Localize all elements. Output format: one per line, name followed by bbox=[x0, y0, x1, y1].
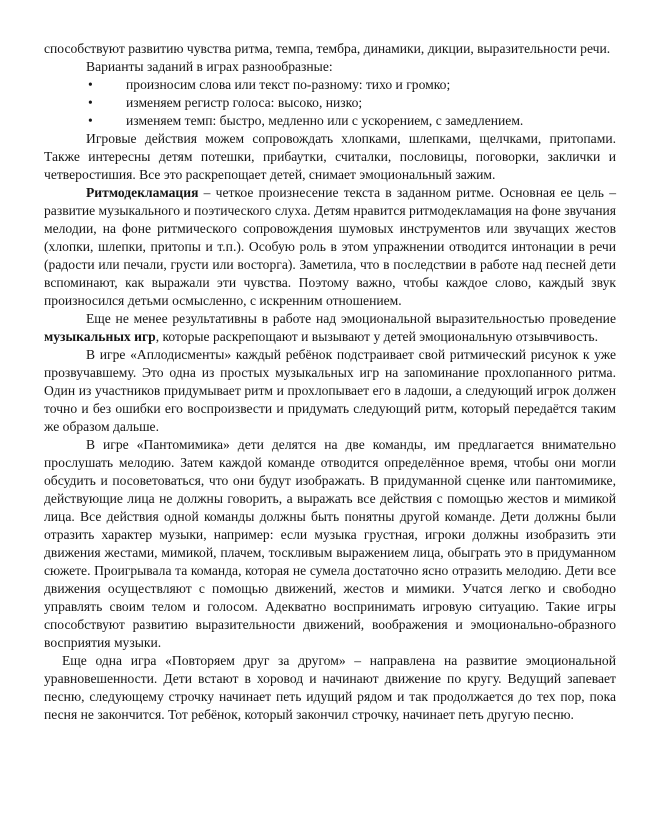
paragraph-5-text-b: , которые раскрепощают и вызывают у детей эмоциональную отзывчивость. bbox=[155, 329, 599, 344]
list-item bbox=[44, 94, 616, 112]
list-item-text: произносим слова или текст по-разному: тихо и громко; bbox=[126, 77, 451, 92]
paragraph-7: В игре «Пантомимика» дети делятся на две команды, им предлагается внимательно прослушать мелодию. Затем каждой команде отводится определённое время, чтобы они могли обсудить и посоветоваться, что они будут изображать. В придуманной сценке или пантомимике, действующие лица не должны говорить, а выражать все действия с помощью жестов и мимикой лица. Все действия одной команды должны быть понятны другой команде. Дети должны были отразить характер музыки, например: если музыка грустная, игроки должны изобразить эти движения жестами, мимикой, плачем, тоскливым выражением лица, обыграть это в придуманном сюжете. Проигрывала та команда, которая не сумела достаточно ясно отразить мелодию. Дети все движения осуществляют с помощью движений, жестов и мимики. Учатся легко и свободно управлять своим телом и голосом. Адекватно воспринимать игровую ситуацию. Такие игры способствуют развитию выразительности движений, воображения и эмоционально-образного восприятия музыки. bbox=[44, 437, 616, 650]
document-body bbox=[44, 40, 616, 724]
list-item bbox=[44, 76, 616, 94]
list-item-text: изменяем темп: быстро, медленно или с ускорением, с замедлением. bbox=[126, 113, 524, 128]
paragraph-5 bbox=[44, 310, 616, 346]
list-item-text: изменяем регистр голоса: высоко, низко; bbox=[126, 95, 363, 110]
paragraph-4-text: – четкое произнесение текста в заданном ритме. Основная ее цель – развитие музыкального и поэтического слуха. Детям нравится ритмодекламация на фоне звучания мелодии, на фоне ритмического сопровождения шумовых инструментов или звучащих жестов (хлопки, шлепки, притопы и т.п.). Особую роль в этом упражнении отводится интонации в речи (радости или печали, грусти или восторга). Заметила, что в последствии в работе над песней дети вспоминают, как выражали эти чувства. Поэтому важно, чтобы каждое слово, каждый звук произносился детьми осмысленно, с искренним отношением. bbox=[44, 185, 616, 308]
paragraph-5-text-a: Еще не менее результативны в работе над эмоциональной выразительностью проведение bbox=[86, 311, 616, 326]
paragraph-3: Игровые действия можем сопровождать хлопками, шлепками, щелчками, притопами. Также интересны детям потешки, прибаутки, считалки, пословицы, поговорки, заклички и четверостишия. Все это раскрепощает детей, снимает эмоциональный зажим. bbox=[44, 131, 616, 182]
bullet-icon: • bbox=[88, 77, 93, 92]
paragraph-6: В игре «Аплодисменты» каждый ребёнок подстраивает свой ритмический рисунок к уже прозвучавшему. Это одна из простых музыкальных игр на запоминание прохлопанного ритма. Один из участников придумывает ритм и прохлопывает его в ладоши, а следующий игрок должен точно и без ошибки его воспроизвести и придумать следующий ритм, который передаётся таким же образом дальше. bbox=[44, 347, 616, 434]
paragraph-4 bbox=[44, 184, 616, 310]
term-musical-games: музыкальных игр bbox=[44, 329, 156, 344]
paragraph-2: Варианты заданий в играх разнообразные: bbox=[86, 59, 333, 74]
bullet-list bbox=[44, 76, 616, 130]
bullet-icon: • bbox=[88, 113, 93, 128]
list-item bbox=[44, 112, 616, 130]
paragraph-8: Еще одна игра «Повторяем друг за другом» – направлена на развитие эмоциональной уравновешенности. Дети встают в хоровод и начинают движение по кругу. Ведущий запевает песню, следующему строчку начинает петь идущий рядом и так продолжается до тех пор, пока песня не закончится. Тот ребёнок, который закончил строчку, начинает петь другую песню. bbox=[44, 653, 616, 722]
term-rhythmodeclamation: Ритмодекламация bbox=[86, 185, 199, 200]
bullet-icon: • bbox=[88, 95, 93, 110]
paragraph-1: способствуют развитию чувства ритма, темпа, тембра, динамики, дикции, выразительности речи. bbox=[44, 41, 611, 56]
